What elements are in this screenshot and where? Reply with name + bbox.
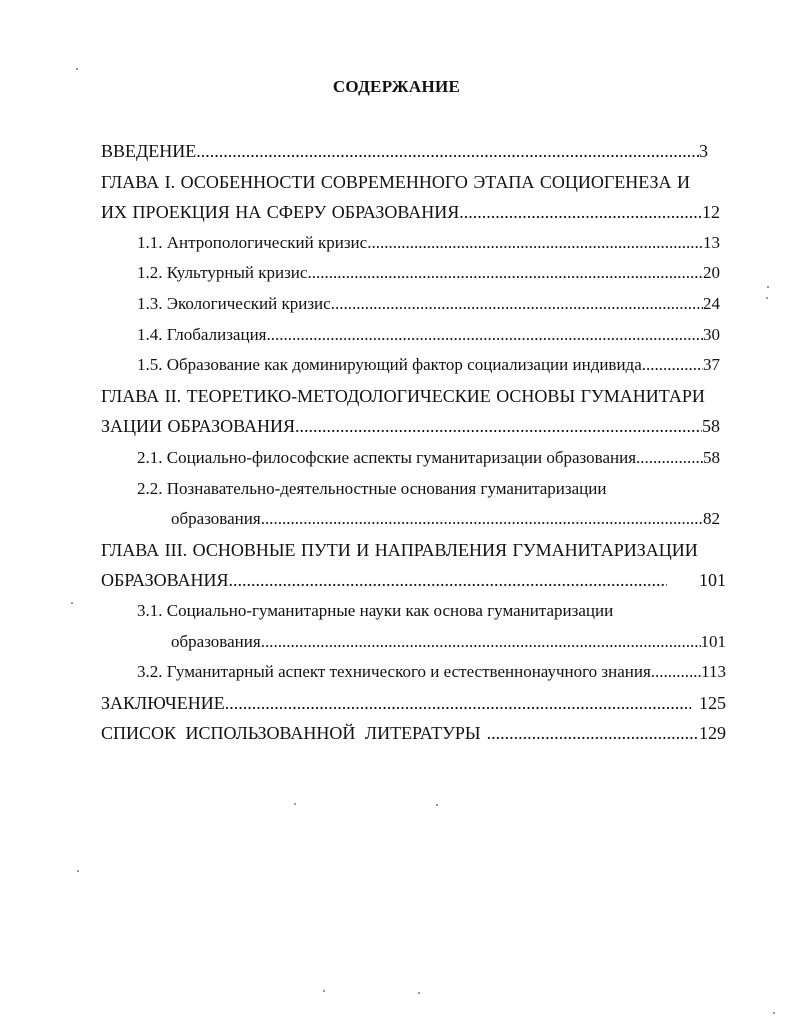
scan-speck <box>773 1012 775 1014</box>
toc-entry-page: 20 <box>703 263 720 282</box>
toc-entry-text: ЗАКЛЮЧЕНИЕ <box>101 693 225 713</box>
dot-leader <box>642 354 703 376</box>
toc-entry-chapter-1-line1: ГЛАВА I. ОСОБЕННОСТИ СОВРЕМЕННОГО ЭТАПА СОЦИОГЕНЕЗА И <box>101 172 690 192</box>
toc-entry-text: образования <box>171 632 261 651</box>
toc-entry-1-3 <box>137 293 720 315</box>
scan-speck <box>436 804 438 806</box>
toc-entry-introduction <box>101 140 708 162</box>
toc-entry-text: 1.2. Культурный кризис <box>137 263 308 282</box>
scan-speck <box>767 286 769 288</box>
toc-entry-1-5 <box>137 354 720 376</box>
toc-entry-text: образования <box>171 509 261 528</box>
toc-entry-page: 58 <box>702 416 720 436</box>
toc-entry-text: 1.1. Антропологический кризис <box>137 233 368 252</box>
toc-entry-text: ИХ ПРОЕКЦИЯ НА СФЕРУ ОБРАЗОВАНИЯ <box>101 202 460 222</box>
scan-speck <box>418 992 420 994</box>
toc-entry-1-1 <box>137 232 720 254</box>
dot-leader <box>367 232 703 254</box>
toc-entry-3-1-line1: 3.1. Социально-гуманитарные науки как основа гуманитаризации <box>137 601 614 620</box>
toc-entry-page: 13 <box>703 233 720 252</box>
toc-entry-page: 37 <box>703 355 720 374</box>
scan-speck <box>77 870 79 872</box>
scan-speck <box>766 297 768 299</box>
toc-entry-page: 125 <box>699 693 726 713</box>
toc-entry-chapter-2-line1: ГЛАВА II. ТЕОРЕТИКО-МЕТОДОЛОГИЧЕСКИЕ ОСНОВЫ ГУМАНИТАРИ <box>101 386 705 406</box>
scan-speck <box>294 803 296 805</box>
toc-entry-text: 1.5. Образование как доминирующий фактор социализации индивида <box>137 355 642 374</box>
toc-entry-2-2-line1: 2.2. Познавательно-деятельностные основания гуманитаризации <box>137 479 607 498</box>
scan-speck <box>71 602 73 604</box>
toc-entry-3-1 <box>171 631 726 653</box>
dot-leader <box>636 447 703 469</box>
toc-entry-text: 3.2. Гуманитарный аспект технического и естественнонаучного знания <box>137 662 651 681</box>
toc-entry-bibliography <box>101 722 726 744</box>
dot-leader <box>229 569 668 591</box>
toc-entry-page: 82 <box>703 509 720 528</box>
toc-entry-page: 101 <box>699 570 726 590</box>
toc-entry-text: ЗАЦИИ ОБРАЗОВАНИЯ <box>101 416 295 436</box>
toc-entry-conclusion <box>101 692 726 714</box>
dot-leader <box>261 508 703 530</box>
scan-speck <box>76 68 78 70</box>
dot-leader <box>307 262 703 284</box>
dot-leader <box>487 722 699 744</box>
toc-entry-page: 30 <box>703 325 720 344</box>
dot-leader <box>459 201 702 223</box>
toc-entry-page: 58 <box>703 448 720 467</box>
dot-leader <box>225 692 691 714</box>
toc-entry-2-2 <box>171 508 720 530</box>
page-title: СОДЕРЖАНИЕ <box>332 77 461 96</box>
toc-entry-page: 129 <box>699 723 726 743</box>
scan-speck <box>323 990 325 992</box>
toc-entry-page: 12 <box>702 202 720 222</box>
dot-leader <box>196 140 699 162</box>
dot-leader <box>651 661 701 683</box>
dot-leader <box>331 293 703 315</box>
toc-entry-text: СПИСОК ИСПОЛЬЗОВАННОЙ ЛИТЕРАТУРЫ <box>101 723 481 743</box>
dot-leader <box>266 324 703 346</box>
toc-entry-text: 2.1. Социально-философские аспекты гуманитаризации образования <box>137 448 637 467</box>
toc-entry-page: 24 <box>703 294 720 313</box>
toc-entry-text: 1.3. Экологический кризис <box>137 294 331 313</box>
toc-entry-1-4 <box>137 324 720 346</box>
toc-entry-page: 3 <box>699 141 708 161</box>
toc-entry-chapter-1 <box>101 201 720 223</box>
toc-entry-text: ОБРАЗОВАНИЯ <box>101 570 229 590</box>
toc-entry-text: 1.4. Глобализация <box>137 325 267 344</box>
toc-entry-3-2 <box>137 661 726 683</box>
toc-entry-text: ВВЕДЕНИЕ <box>101 141 197 161</box>
toc-entry-chapter-2 <box>101 415 720 437</box>
dot-leader <box>261 631 701 653</box>
toc-entry-page: 101 <box>700 632 726 651</box>
toc-entry-page: 113 <box>701 662 726 681</box>
dot-leader <box>295 415 702 437</box>
toc-entry-chapter-3-line1: ГЛАВА III. ОСНОВНЫЕ ПУТИ И НАПРАВЛЕНИЯ ГУМАНИТАРИЗАЦИИ <box>101 540 698 560</box>
toc-entry-chapter-3 <box>101 569 726 591</box>
toc-entry-2-1 <box>137 447 720 469</box>
toc-entry-1-2 <box>137 262 720 284</box>
